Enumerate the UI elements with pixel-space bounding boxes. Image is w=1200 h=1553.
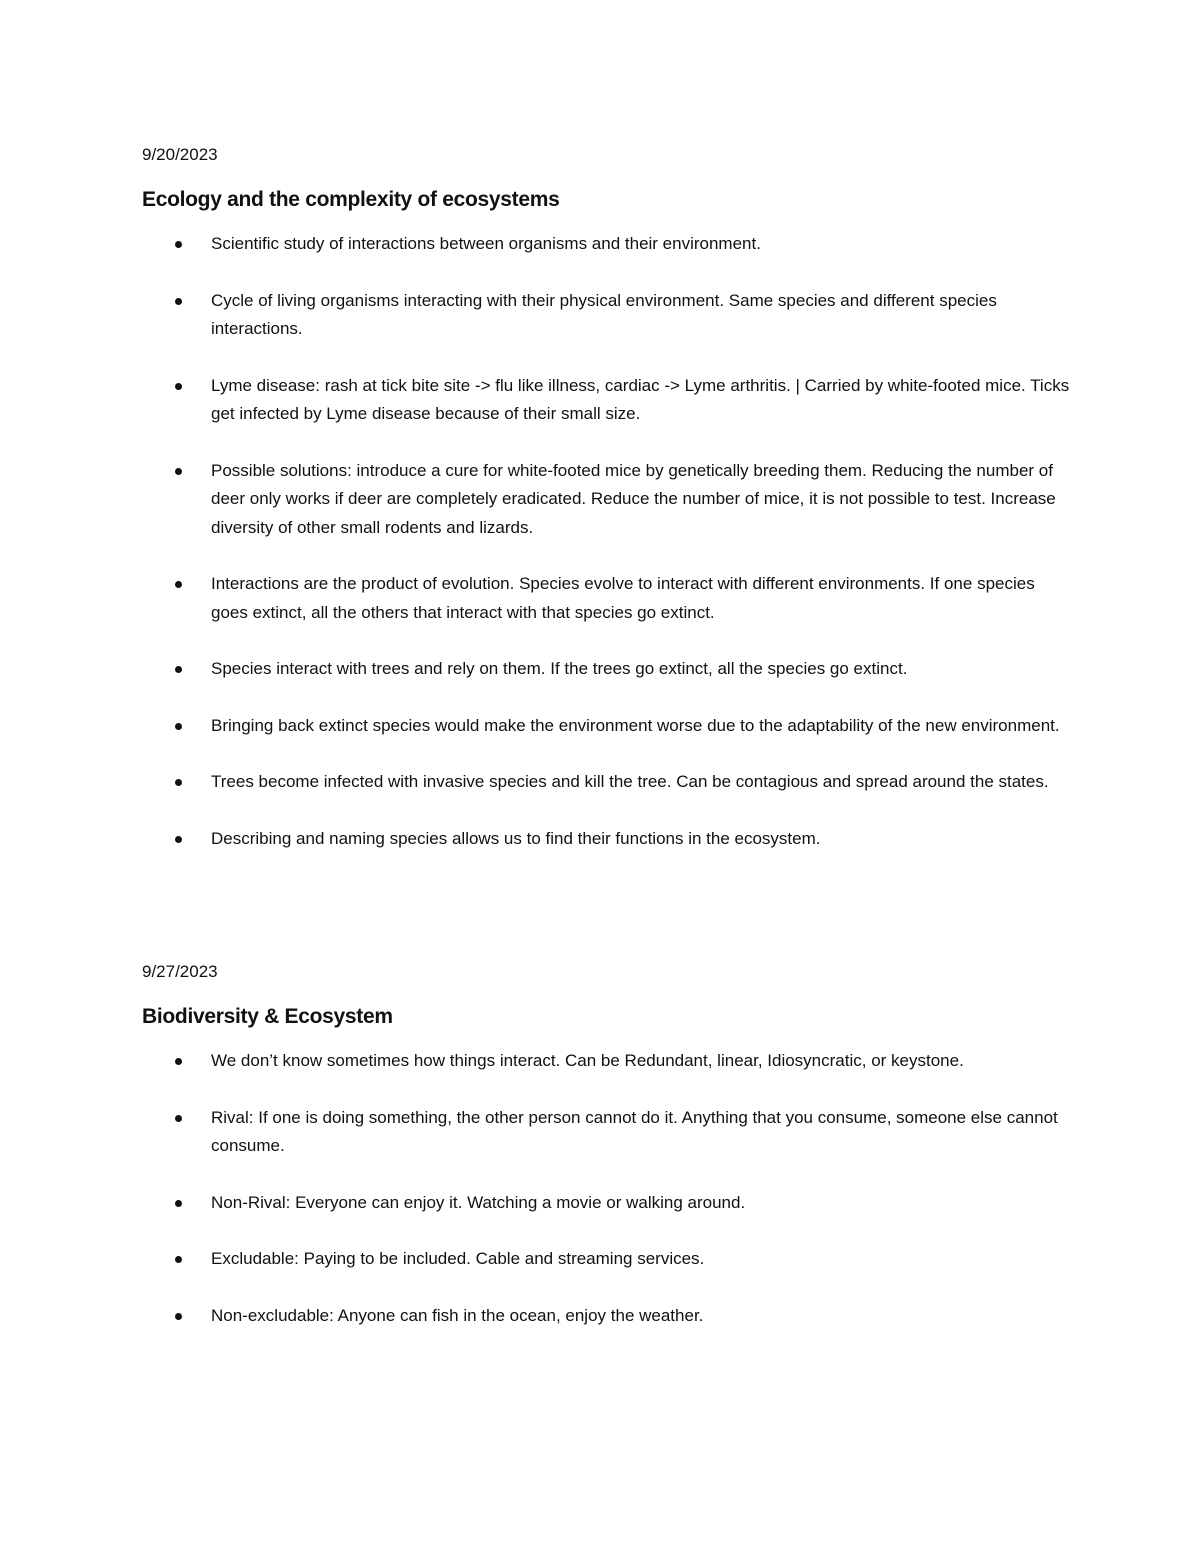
list-item-text: Lyme disease: rash at tick bite site -> flu like illness, cardiac -> Lyme arthritis. | Carried by white-footed mice. Ticks get infected by Lyme disease because of their small size.: [211, 375, 1070, 423]
notes-section-2023-09-20: [142, 144, 1072, 881]
list-item-text: Non-excludable: Anyone can fish in the ocean, enjoy the weather.: [211, 1305, 704, 1325]
list-item: [142, 655, 1072, 684]
list-item-text: Scientific study of interactions between organisms and their environment.: [211, 234, 761, 253]
list-item-text: Cycle of living organisms interacting with their physical environment. Same species and different species interactions.: [211, 290, 997, 338]
bullet-icon: [175, 836, 182, 843]
list-item: [142, 457, 1072, 543]
list-item: [142, 1047, 1072, 1076]
bullet-icon: [175, 666, 182, 673]
bullet-icon: [175, 383, 182, 390]
notes-section-2023-09-27: [142, 961, 1072, 1358]
list-item-text: We don’t know sometimes how things interact. Can be Redundant, linear, Idiosyncratic, or keystone.: [211, 1051, 964, 1070]
list-item: [142, 570, 1072, 627]
list-item-text: Excludable: Paying to be included. Cable and streaming services.: [211, 1249, 705, 1268]
section-date: 9/27/2023: [142, 962, 218, 981]
bullet-list: [142, 230, 1072, 853]
list-item-text: Possible solutions: introduce a cure for white-footed mice by genetically breeding them. Reducing the number of deer only works if deer are completely eradicated. Reduce the number of mice, it is not possible to test. Increase diversity of other small rodents and lizards.: [211, 460, 1056, 537]
bullet-icon: [175, 1058, 182, 1065]
bullet-list: [142, 1047, 1072, 1330]
list-item-text: Bringing back extinct species would make the environment worse due to the adaptability of the new environment.: [211, 715, 1060, 735]
section-date: 9/20/2023: [142, 145, 218, 164]
list-item: [142, 372, 1072, 429]
list-item: [142, 825, 1072, 854]
bullet-icon: [175, 1256, 182, 1263]
list-item-text: Interactions are the product of evolution. Species evolve to interact with different environments. If one species goes extinct, all the others that interact with that species go extinct.: [211, 574, 1035, 622]
section-heading: Ecology and the complexity of ecosystems: [142, 188, 560, 211]
bullet-icon: [175, 241, 182, 248]
list-item: [142, 1104, 1072, 1161]
list-item-text: Non-Rival: Everyone can enjoy it. Watching a movie or walking around.: [211, 1192, 746, 1212]
list-item-text: Trees become infected with invasive species and kill the tree. Can be contagious and spread around the states.: [211, 772, 1049, 791]
bullet-icon: [175, 298, 182, 305]
list-item: [142, 1189, 1072, 1218]
list-item: [142, 1245, 1072, 1274]
list-item: [142, 287, 1072, 344]
bullet-icon: [175, 1115, 182, 1122]
bullet-icon: [175, 1200, 182, 1207]
list-item: [142, 712, 1072, 741]
list-item-text: Describing and naming species allows us to find their functions in the ecosystem.: [211, 828, 821, 848]
list-item: [142, 1302, 1072, 1331]
bullet-icon: [175, 468, 182, 475]
section-heading: Biodiversity & Ecosystem: [142, 1005, 393, 1028]
bullet-icon: [175, 779, 182, 786]
list-item: [142, 768, 1072, 797]
list-item-text: Species interact with trees and rely on them. If the trees go extinct, all the species go extinct.: [211, 659, 908, 678]
list-item: [142, 230, 1072, 259]
bullet-icon: [175, 581, 182, 588]
bullet-icon: [175, 723, 182, 730]
bullet-icon: [175, 1313, 182, 1320]
list-item-text: Rival: If one is doing something, the other person cannot do it. Anything that you consume, someone else cannot consume.: [211, 1107, 1058, 1155]
